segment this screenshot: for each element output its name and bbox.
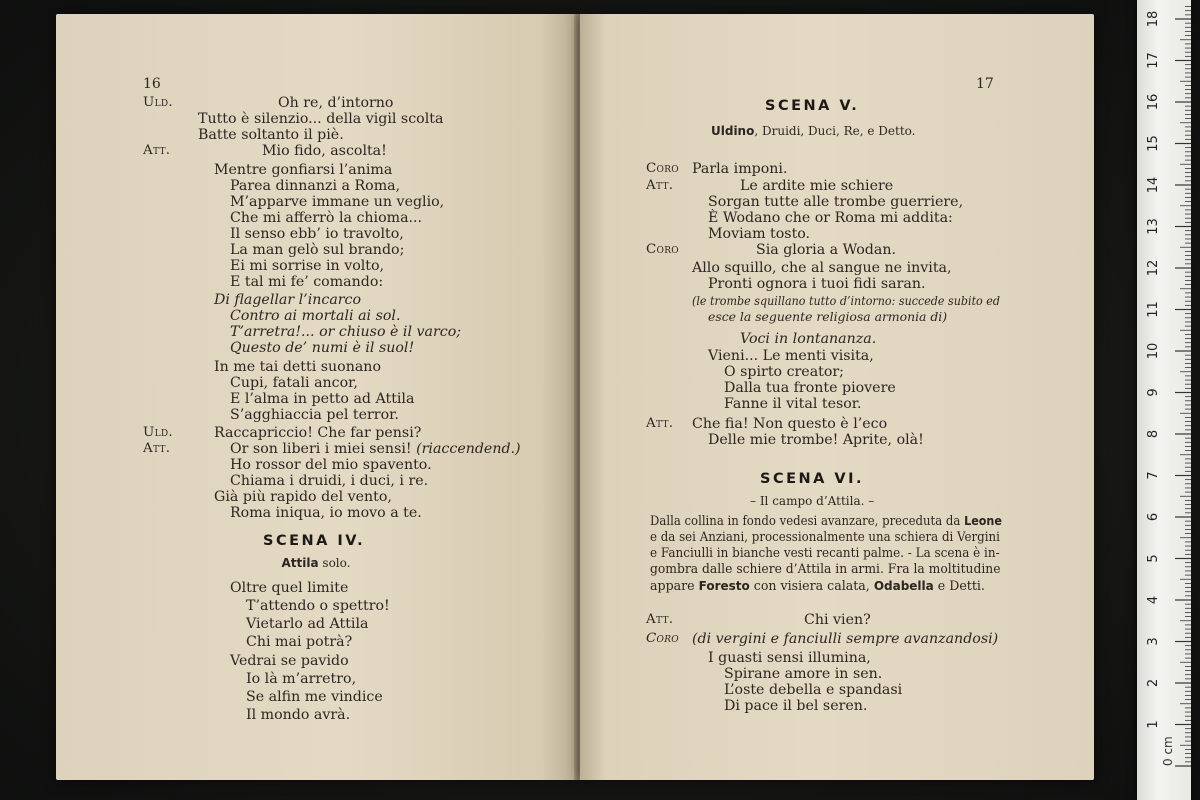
line-text: E tal mi fe’ comando:: [230, 274, 384, 290]
ruler-number: 17: [1146, 52, 1161, 69]
libretto-line: [580, 395, 1094, 413]
line-text: Roma iniqua, io movo a te.: [230, 505, 422, 521]
libretto-line: [580, 330, 1094, 348]
line-text: – Il campo d’Attila. –: [750, 494, 875, 508]
ruler-number: 10: [1146, 342, 1161, 360]
ruler-number: 9: [1146, 388, 1161, 397]
speaker-name: Coro: [646, 631, 679, 646]
libretto-line: [56, 406, 578, 424]
line-text: Le ardite mie schiere: [740, 178, 894, 194]
line-text: e Fanciulli in bianche vesti recanti palme. - La scena è in-: [650, 545, 1000, 560]
ruler-number: 4: [1146, 595, 1161, 605]
cast-list: [580, 492, 1094, 510]
ruler-scale: [1137, 0, 1191, 800]
libretto-line: [580, 275, 1094, 293]
speaker-name: Coro: [646, 161, 679, 176]
line-text: (le trombe squillano tutto d’intorno: succede subito ed: [692, 293, 1000, 308]
libretto-line: [580, 611, 1094, 629]
ruler-number: 15: [1146, 135, 1161, 152]
line-text: La man gelò sul brando;: [230, 242, 405, 258]
line-text: Attila solo.: [281, 556, 351, 570]
line-text: Parla imponi.: [692, 161, 788, 177]
libretto-line: [56, 633, 578, 651]
ruler-number: 12: [1146, 259, 1161, 277]
speaker-name: Att.: [646, 612, 674, 627]
line-text: Batte soltanto il piè.: [198, 127, 344, 143]
line-text: Tutto è silenzio... della vigil scolta: [198, 111, 444, 127]
speaker-name: Att.: [143, 441, 171, 456]
line-text: Di flagellar l’incarco: [214, 292, 362, 308]
line-text: Vieni... Le menti visita,: [708, 348, 874, 364]
line-text: Contro ai mortali ai sol.: [230, 308, 401, 324]
line-text: I guasti sensi illumina,: [708, 650, 871, 666]
line-text: Mio fido, ascolta!: [262, 143, 387, 159]
line-text: Mentre gonfiarsi l’anima: [214, 162, 393, 178]
libretto-line: [580, 697, 1094, 715]
line-text: Che fia! Non questo è l’eco: [692, 416, 888, 432]
libretto-line: [56, 597, 578, 615]
line-text: L’oste debella e spandasi: [724, 682, 903, 698]
speaker-name: Uld.: [143, 425, 173, 440]
speaker-name: Coro: [646, 242, 679, 257]
line-text: Moviam tosto.: [708, 226, 811, 242]
scene-heading: [580, 470, 1094, 488]
speaker-name: Uld.: [143, 95, 173, 110]
stage-description-line: [580, 577, 1094, 595]
scene-heading: [580, 97, 1094, 115]
line-text: Sia gloria a Wodan.: [756, 242, 896, 258]
ruler-number: 11: [1146, 301, 1161, 318]
line-text: Oh re, d’intorno: [278, 95, 394, 111]
line-text: Ho rossor del mio spavento.: [230, 457, 432, 473]
line-text: Cupi, fatali ancor,: [230, 375, 358, 391]
line-text: Di pace il bel seren.: [724, 698, 868, 714]
line-text: Dalla tua fronte piovere: [724, 380, 896, 396]
line-text: Se alfin me vindice: [246, 689, 383, 705]
line-text: Vedrai se pavido: [230, 653, 349, 669]
ruler-number: 2: [1146, 678, 1161, 688]
line-text: Già più rapido del vento,: [214, 489, 392, 505]
ruler-number: 5: [1146, 554, 1161, 563]
line-text: S’agghiaccia pel terror.: [230, 407, 399, 423]
speaker-name: Att.: [143, 143, 171, 158]
libretto-line: [580, 630, 1094, 648]
line-text: e da sei Anziani, processionalmente una schiera di Vergini: [650, 529, 1000, 544]
line-text: Or son liberi i miei sensi! (riaccendend.): [230, 441, 521, 457]
stage-description-line: [580, 560, 1094, 578]
line-text: Oltre quel limite: [230, 580, 349, 596]
line-text: Pronti ognora i tuoi fidi saran.: [708, 276, 926, 292]
ruler-unit-label: 0 cm: [1161, 736, 1175, 766]
line-text: (di vergini e fanciulli sempre avanzandosi): [692, 631, 999, 647]
line-text: gombra dalle schiere d’Attila in armi. Fra la moltitudine: [650, 561, 1001, 576]
scene-heading: [56, 532, 578, 550]
speaker-name: Att.: [646, 416, 674, 431]
libretto-line: [56, 142, 578, 160]
right-page: [580, 14, 1094, 780]
ruler-number: 1: [1146, 720, 1161, 729]
line-text: In me tai detti suonano: [214, 359, 381, 375]
cast-list: [56, 554, 578, 572]
line-text: O spirto creator;: [724, 364, 844, 380]
libretto-line: [56, 339, 578, 357]
ruler-number: 3: [1146, 637, 1161, 646]
ruler-number: 18: [1146, 10, 1161, 28]
line-text: Io là m’arretro,: [246, 671, 357, 687]
line-text: Fanne il vital tesor.: [724, 396, 862, 412]
line-text: Uldino, Druidi, Duci, Re, e Detto.: [711, 124, 916, 138]
line-text: Chi mai potrà?: [246, 634, 353, 650]
left-page: [56, 14, 578, 780]
libretto-line: [580, 241, 1094, 259]
line-text: Delle mie trombe! Aprite, olà!: [708, 432, 924, 448]
speaker-name: Att.: [646, 178, 674, 193]
libretto-line: [580, 160, 1094, 178]
line-text: M’apparve immane un veglio,: [230, 194, 445, 210]
libretto-line: [56, 670, 578, 688]
libretto-line: [56, 273, 578, 291]
libretto-line: [56, 579, 578, 597]
line-text: Chiama i druidi, i duci, i re.: [230, 473, 429, 489]
line-text: Raccapriccio! Che far pensi?: [214, 425, 422, 441]
line-text: SCENA VI.: [760, 471, 865, 487]
line-text: T’attendo o spettro!: [246, 598, 390, 614]
libretto-line: [56, 706, 578, 724]
ruler-number: 13: [1146, 218, 1161, 235]
line-text: Vietarlo ad Attila: [246, 616, 369, 632]
line-text: Chi vien?: [804, 612, 871, 628]
ruler-number: 16: [1146, 93, 1161, 111]
line-text: E l’alma in petto ad Attila: [230, 391, 415, 407]
line-text: esce la seguente religiosa armonia di): [708, 309, 948, 324]
page-number-left: 16: [143, 76, 161, 92]
line-text: appare Foresto con visiera calata, Odabella e Detti.: [650, 578, 985, 593]
line-text: Allo squillo, che al sangue ne invita,: [692, 260, 952, 276]
line-text: Voci in lontananza.: [740, 331, 877, 347]
ruler-number: 6: [1146, 512, 1161, 522]
line-text: Parea dinnanzi a Roma,: [230, 178, 401, 194]
line-text: Il mondo avrà.: [246, 707, 351, 723]
line-text: Il senso ebb’ io travolto,: [230, 226, 404, 242]
line-text: Che mi afferrò la chioma...: [230, 210, 423, 226]
line-text: Spirane amore in sen.: [724, 666, 883, 682]
ruler-number: 14: [1146, 176, 1161, 194]
ruler-number: 7: [1146, 471, 1161, 480]
line-text: Questo de’ numi è il suol!: [230, 340, 415, 356]
line-text: T’arretra!... or chiuso è il varco;: [230, 324, 462, 340]
ruler-number: 8: [1146, 429, 1161, 439]
page-number-right: 17: [976, 76, 994, 92]
libretto-line: [56, 504, 578, 522]
line-text: Sorgan tutte alle trombe guerriere,: [708, 194, 964, 210]
libretto-line: [56, 688, 578, 706]
line-text: Ei mi sorrise in volto,: [230, 258, 385, 274]
measuring-ruler: [1137, 0, 1191, 800]
stage-direction-line: [580, 308, 1094, 326]
libretto-line: [56, 652, 578, 670]
line-text: SCENA IV.: [263, 533, 366, 549]
line-text: Dalla collina in fondo vedesi avanzare, preceduta da Leone: [650, 513, 1002, 528]
line-text: SCENA V.: [765, 98, 860, 114]
cast-list: [580, 122, 1094, 140]
libretto-line: [580, 431, 1094, 449]
line-text: È Wodano che or Roma mi addita:: [708, 210, 953, 226]
libretto-line: [56, 615, 578, 633]
